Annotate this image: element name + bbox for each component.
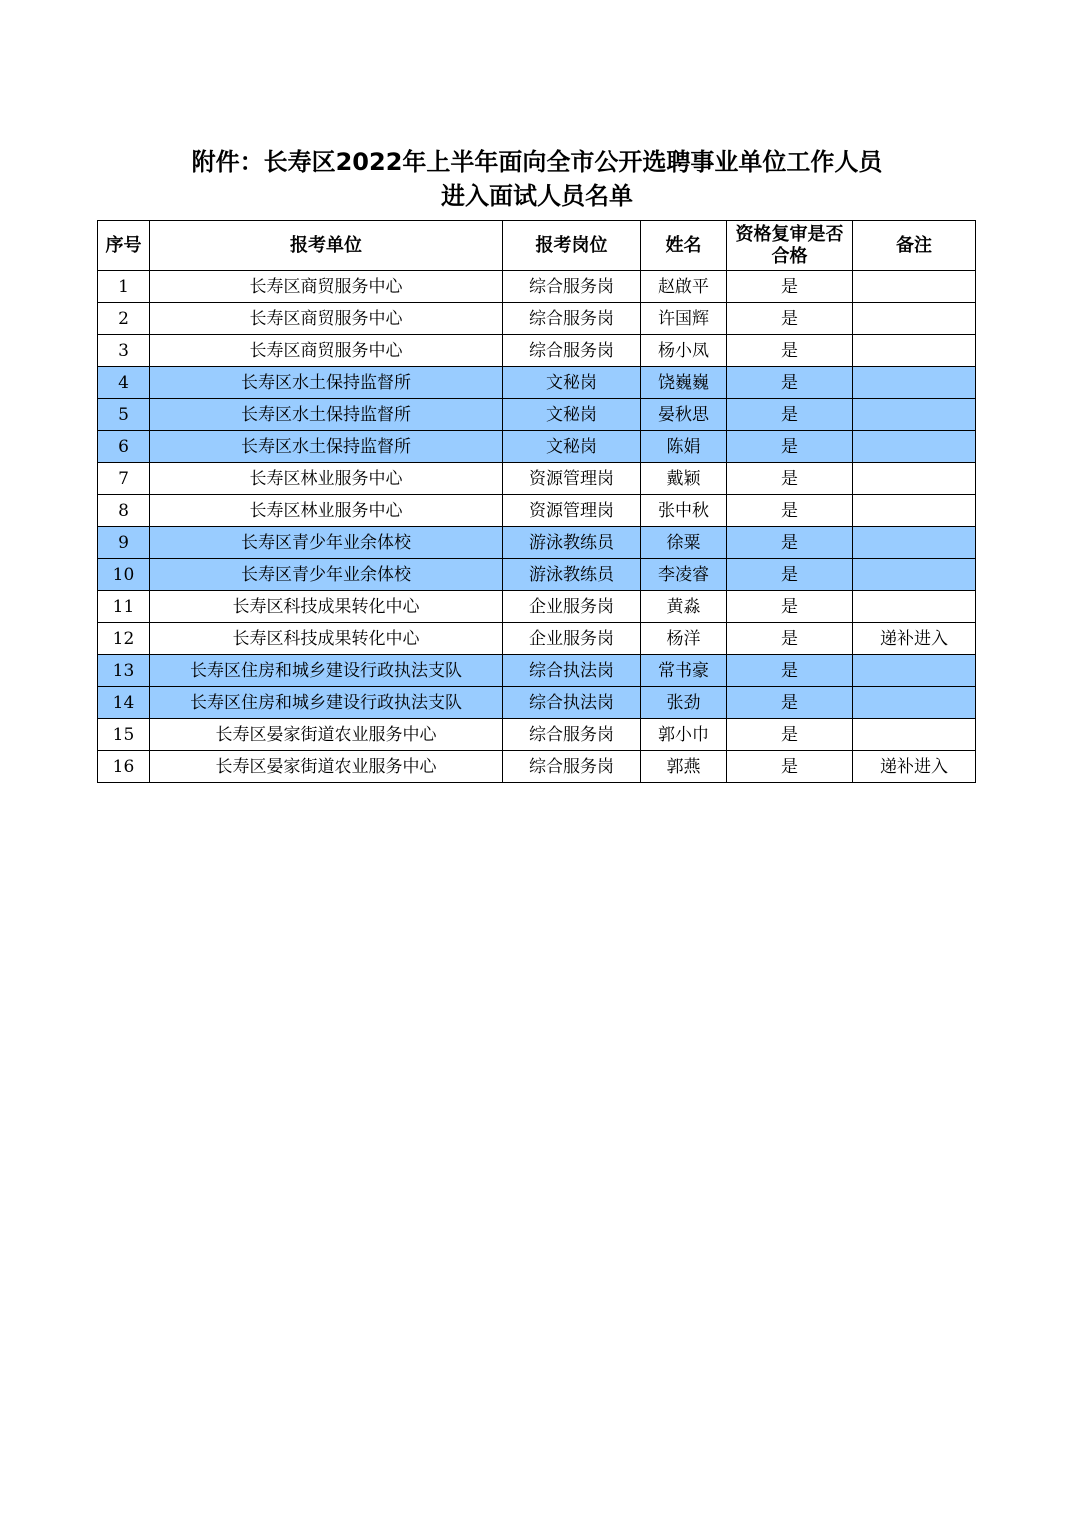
cell-remarks: 递补进入 [853, 751, 976, 783]
cell-applied-post: 游泳教练员 [503, 559, 641, 591]
table-row [98, 367, 976, 399]
cell-applied-unit: 长寿区水土保持监督所 [150, 399, 503, 431]
cell-applied-unit: 长寿区水土保持监督所 [150, 367, 503, 399]
cell-applied-post: 资源管理岗 [503, 495, 641, 527]
cell-serial-number: 5 [98, 399, 150, 431]
cell-qualification-review: 是 [727, 367, 853, 399]
cell-applied-post: 文秘岗 [503, 367, 641, 399]
table-row [98, 751, 976, 783]
cell-serial-number: 15 [98, 719, 150, 751]
cell-applied-post: 企业服务岗 [503, 623, 641, 655]
header-serial-number: 序号 [98, 221, 150, 271]
cell-serial-number: 12 [98, 623, 150, 655]
cell-applied-unit: 长寿区晏家街道农业服务中心 [150, 751, 503, 783]
cell-applied-unit: 长寿区商贸服务中心 [150, 303, 503, 335]
cell-name: 杨小凤 [641, 335, 727, 367]
cell-applied-post: 资源管理岗 [503, 463, 641, 495]
table-row [98, 431, 976, 463]
cell-remarks [853, 399, 976, 431]
cell-applied-post: 综合执法岗 [503, 655, 641, 687]
cell-qualification-review: 是 [727, 335, 853, 367]
cell-applied-unit: 长寿区晏家街道农业服务中心 [150, 719, 503, 751]
cell-name: 常书豪 [641, 655, 727, 687]
cell-name: 许国辉 [641, 303, 727, 335]
table-row [98, 271, 976, 303]
cell-serial-number: 9 [98, 527, 150, 559]
cell-applied-post: 综合服务岗 [503, 335, 641, 367]
cell-qualification-review: 是 [727, 559, 853, 591]
cell-name: 徐粟 [641, 527, 727, 559]
cell-remarks [853, 687, 976, 719]
cell-applied-unit: 长寿区林业服务中心 [150, 463, 503, 495]
cell-remarks: 递补进入 [853, 623, 976, 655]
cell-applied-post: 综合服务岗 [503, 751, 641, 783]
cell-applied-unit: 长寿区商贸服务中心 [150, 271, 503, 303]
cell-applied-unit: 长寿区水土保持监督所 [150, 431, 503, 463]
cell-remarks [853, 655, 976, 687]
table-row [98, 303, 976, 335]
table-row [98, 687, 976, 719]
cell-serial-number: 7 [98, 463, 150, 495]
table-row [98, 463, 976, 495]
cell-remarks [853, 431, 976, 463]
cell-applied-post: 综合服务岗 [503, 271, 641, 303]
cell-qualification-review: 是 [727, 591, 853, 623]
cell-qualification-review: 是 [727, 623, 853, 655]
cell-qualification-review: 是 [727, 303, 853, 335]
cell-qualification-review: 是 [727, 463, 853, 495]
cell-qualification-review: 是 [727, 719, 853, 751]
cell-applied-post: 游泳教练员 [503, 527, 641, 559]
cell-qualification-review: 是 [727, 495, 853, 527]
cell-qualification-review: 是 [727, 687, 853, 719]
cell-applied-unit: 长寿区青少年业余体校 [150, 559, 503, 591]
cell-applied-unit: 长寿区住房和城乡建设行政执法支队 [150, 687, 503, 719]
cell-name: 郭小巾 [641, 719, 727, 751]
header-applied-unit: 报考单位 [150, 221, 503, 271]
header-name: 姓名 [641, 221, 727, 271]
table-row [98, 399, 976, 431]
cell-applied-unit: 长寿区青少年业余体校 [150, 527, 503, 559]
cell-applied-unit: 长寿区科技成果转化中心 [150, 591, 503, 623]
table-row [98, 559, 976, 591]
cell-serial-number: 3 [98, 335, 150, 367]
cell-applied-post: 文秘岗 [503, 399, 641, 431]
cell-qualification-review: 是 [727, 751, 853, 783]
table-header-row [98, 221, 976, 271]
cell-remarks [853, 559, 976, 591]
cell-remarks [853, 335, 976, 367]
cell-serial-number: 1 [98, 271, 150, 303]
cell-name: 陈娟 [641, 431, 727, 463]
cell-applied-unit: 长寿区商贸服务中心 [150, 335, 503, 367]
cell-serial-number: 16 [98, 751, 150, 783]
cell-remarks [853, 303, 976, 335]
cell-applied-unit: 长寿区林业服务中心 [150, 495, 503, 527]
cell-applied-unit: 长寿区住房和城乡建设行政执法支队 [150, 655, 503, 687]
cell-serial-number: 13 [98, 655, 150, 687]
table-row [98, 527, 976, 559]
header-qualification-review: 资格复审是否合格 [727, 221, 853, 271]
cell-name: 黄淼 [641, 591, 727, 623]
cell-name: 李凌睿 [641, 559, 727, 591]
cell-remarks [853, 271, 976, 303]
cell-serial-number: 10 [98, 559, 150, 591]
cell-name: 饶巍巍 [641, 367, 727, 399]
table-row [98, 623, 976, 655]
cell-serial-number: 4 [98, 367, 150, 399]
cell-remarks [853, 527, 976, 559]
cell-serial-number: 11 [98, 591, 150, 623]
cell-name: 杨洋 [641, 623, 727, 655]
table-row [98, 655, 976, 687]
cell-remarks [853, 495, 976, 527]
cell-serial-number: 8 [98, 495, 150, 527]
cell-applied-post: 文秘岗 [503, 431, 641, 463]
cell-qualification-review: 是 [727, 431, 853, 463]
cell-remarks [853, 591, 976, 623]
cell-name: 张中秋 [641, 495, 727, 527]
cell-name: 晏秋思 [641, 399, 727, 431]
cell-qualification-review: 是 [727, 527, 853, 559]
cell-qualification-review: 是 [727, 271, 853, 303]
cell-applied-unit: 长寿区科技成果转化中心 [150, 623, 503, 655]
cell-serial-number: 6 [98, 431, 150, 463]
cell-remarks [853, 367, 976, 399]
cell-serial-number: 14 [98, 687, 150, 719]
table-body [98, 271, 976, 783]
cell-remarks [853, 719, 976, 751]
table-row [98, 719, 976, 751]
cell-qualification-review: 是 [727, 655, 853, 687]
table-row [98, 495, 976, 527]
cell-applied-post: 综合服务岗 [503, 719, 641, 751]
cell-applied-post: 企业服务岗 [503, 591, 641, 623]
header-remarks: 备注 [853, 221, 976, 271]
cell-remarks [853, 463, 976, 495]
document-title-line-2: 进入面试人员名单 [441, 182, 633, 210]
cell-applied-post: 综合执法岗 [503, 687, 641, 719]
table-row [98, 335, 976, 367]
document-title-line-1: 附件：长寿区2022年上半年面向全市公开选聘事业单位工作人员 [191, 148, 883, 176]
header-applied-post: 报考岗位 [503, 221, 641, 271]
cell-applied-post: 综合服务岗 [503, 303, 641, 335]
interview-roster-table [97, 220, 976, 783]
cell-serial-number: 2 [98, 303, 150, 335]
cell-name: 赵啟平 [641, 271, 727, 303]
cell-qualification-review: 是 [727, 399, 853, 431]
cell-name: 郭燕 [641, 751, 727, 783]
cell-name: 戴颖 [641, 463, 727, 495]
cell-name: 张劲 [641, 687, 727, 719]
table-row [98, 591, 976, 623]
